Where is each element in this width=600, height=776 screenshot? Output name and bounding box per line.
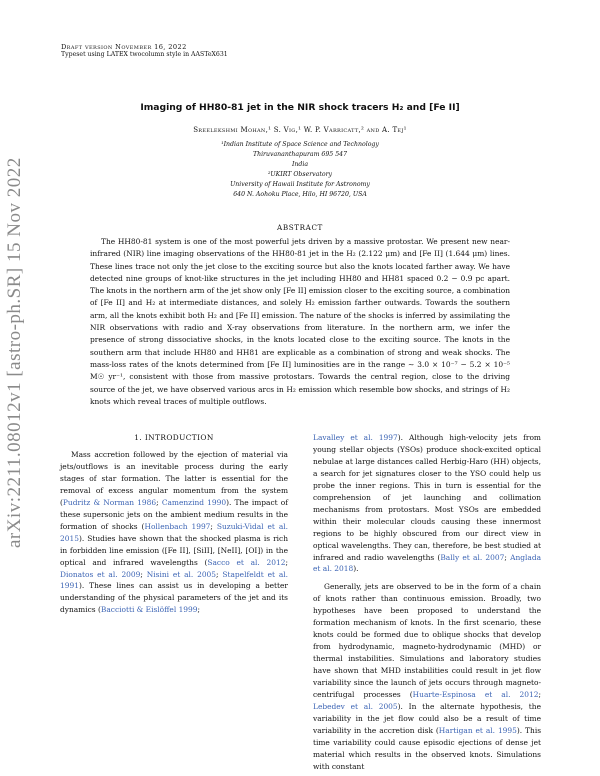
paragraph-text: ; [504,552,511,562]
abstract-body: The HH80-81 system is one of the most powerful jets driven by a massive protostar. We present new near-infrared (NIR) line imaging observations of the HH80-81 jet in the H₂ (2.122 μm) and [Fe II] (1.644 μm) lines. These lines trace not only the jet close to the exciting source but also the knots located farther away. We have detected nine groups of knot-like structures in the jet including HH80 and HH81 spaced 0.2 − 0.9 pc apart. The knots in the northern arm of the jet show only [Fe II] emission closer to the exciting source, a combination of [Fe II] and H₂ at intermediate distances, and solely H₂ emission farther outwards. Towards the southern arm, all the knots exhibit both H₂ and [Fe II] emission. The nature of the shocks is inferred by assimilating the NIR observations with radio and X-ray observations from literature. In the northern arm, we infer the presence of strong dissociative shocks, in the knots located close to the exciting source. The knots in the southern arm that include HH80 and HH81 are explicable as a combination of strong and weak shocks. The mass-loss rates of the knots determined from [Fe II] luminosities are in the range ∼ 3.0 × 10⁻⁷ − 5.2 × 10⁻⁵ M☉ yr⁻¹, consistent with those from massive protostars. Towards the central region, close to the driving source of the jet, we have observed various arcs in H₂ emission which resemble bow shocks, and strings of H₂ knots which reveal traces of multiple outflows. [90,237,510,406]
citation-link[interactable]: Hollenbach 1997 [144,521,211,531]
paper-title: Imaging of HH80-81 jet in the NIR shock tracers H₂ and [Fe II] [140,102,460,113]
citation-link[interactable]: Hartigan et al. 1995 [438,725,517,735]
paragraph-text: ). The impact of these supersonic jets on the ambient medium results in the formation of shocks ( [60,497,289,531]
affiliation-1-line-2: Thiruvananthapuram 695 547 [252,151,348,158]
paragraph-text: Generally, jets are observed to be in the form of a chain of knots rather than continuous emission. Broadly, two hypotheses have been proposed to understand the formation mechanism of knots. In the first scenario, these knots could be formed due to oblique shocks that develop from hydrodynamic, magneto-hydrodynamic (MHD) or thermal instabilities. Simulations and laboratory studies have shown that MHD instabilities could result in jet flow variability since the launch of jets occurs through magneto-centrifugal processes ( [313,582,541,700]
paragraph-text: ). [353,564,359,574]
citation-link[interactable]: Suzuki-Vidal et al. 2015 [60,521,288,543]
abstract-heading: ABSTRACT [277,223,323,232]
paragraph-text: ; [285,557,288,567]
citation-link[interactable]: Bally et al. 2007 [440,552,505,562]
paragraph-text: ). Although high-velocity jets from young stellar objects (YSOs) produce shock-excited optical nebulae at large distances called Herbig-Haro (HH) objects, a search for jet signatures closer to the YSO could help us probe the inner regions. This in turn is essential for the comprehension of jet launching and collimation mechanisms from protostars. Most YSOs are embedded within their molecular clouds causing these innermost regions to be highly obscured from our direct view in optical wavelengths. They can, therefore, be best studied at infrared and radio wavelengths ( [313,433,541,562]
affiliation-2-line-2: University of Hawaii Institute for Astronomy [230,181,370,188]
citation-link[interactable]: Bacciotti & Eislöffel 1999 [100,605,198,615]
paragraph-text: ). These lines can assist us in developing a better understanding of the physical parameters of the jet and its dynamics ( [60,581,288,615]
paragraph-text: ). In the alternate hypothesis, the variability in the jet flow could also be a result of time variability in the accretion disk ( [313,701,541,735]
citation-link[interactable]: Lebedev et al. 2005 [313,701,398,711]
paragraph-text: Mass accretion followed by the ejection of material via jets/outflows is an inevitable process during the early stages of star formation. The latter is essential for the removal of excess angular momentum from the system ( [60,450,288,507]
introduction-paragraph-2 [313,581,541,772]
paragraph-text: ; [216,569,223,579]
introduction-paragraph-1-continued [313,432,541,575]
citation-link[interactable]: Anglada et al. 2018 [313,552,542,574]
citation-link[interactable]: Nisini et al. 2005 [146,569,217,579]
draft-version-line: Draft version November 16, 2022 [61,43,187,51]
affiliation-2-line-3: 640 N. Aohoku Place, Hilo, HI 96720, USA [233,191,367,198]
citation-link[interactable]: Sacco et al. 2012 [207,557,286,567]
paragraph-text: ; [538,690,541,700]
citation-link[interactable]: Huarte-Espinosa et al. 2012 [412,690,539,700]
citation-link[interactable]: Camenzind 1990 [161,497,227,507]
citation-link[interactable]: Stapelfeldt et al. 1991 [60,569,288,591]
citation-link[interactable]: Pudritz & Norman 1986 [62,497,157,507]
paragraph-text: ; [210,521,217,531]
paragraph-text: ; [197,605,201,615]
paragraph-text: ; [140,569,147,579]
introduction-paragraph-1 [60,449,288,616]
affiliation-2-line-1: ²UKIRT Observatory [267,171,333,178]
paragraph-text: ; [156,497,162,507]
paragraph-text: ). This time variability could cause episodic ejections of dense jet material which results in the observed knots. Simulations with constant [313,725,542,771]
affiliation-1-line-1: ¹Indian Institute of Space Science and Technology [221,141,379,148]
arxiv-identifier-sidebar[interactable]: arXiv:2211.08012v1 [astro-ph.SR] 15 Nov 2022 [4,157,25,548]
author-list: Sreelekshmi Mohan,¹ S. Vig,¹ W. P. Varricatt,² and A. Tej¹ [193,126,407,134]
affiliation-1-line-3: India [291,161,309,168]
paragraph-text: ). Studies have shown that the shocked plasma is rich in forbidden line emission ([Fe II], [SiII], [NeII], [OI]) in the optical and infrared wavelengths ( [60,533,288,567]
citation-link[interactable]: Lavalley et al. 1997 [313,433,398,442]
right-column [313,432,541,773]
section-heading-introduction: 1. INTRODUCTION [134,433,214,442]
typeset-line: Typeset using LATEX twocolumn style in AASTeX631 [61,51,228,58]
citation-link[interactable]: Dionatos et al. 2009 [60,569,141,579]
left-column [60,449,288,616]
